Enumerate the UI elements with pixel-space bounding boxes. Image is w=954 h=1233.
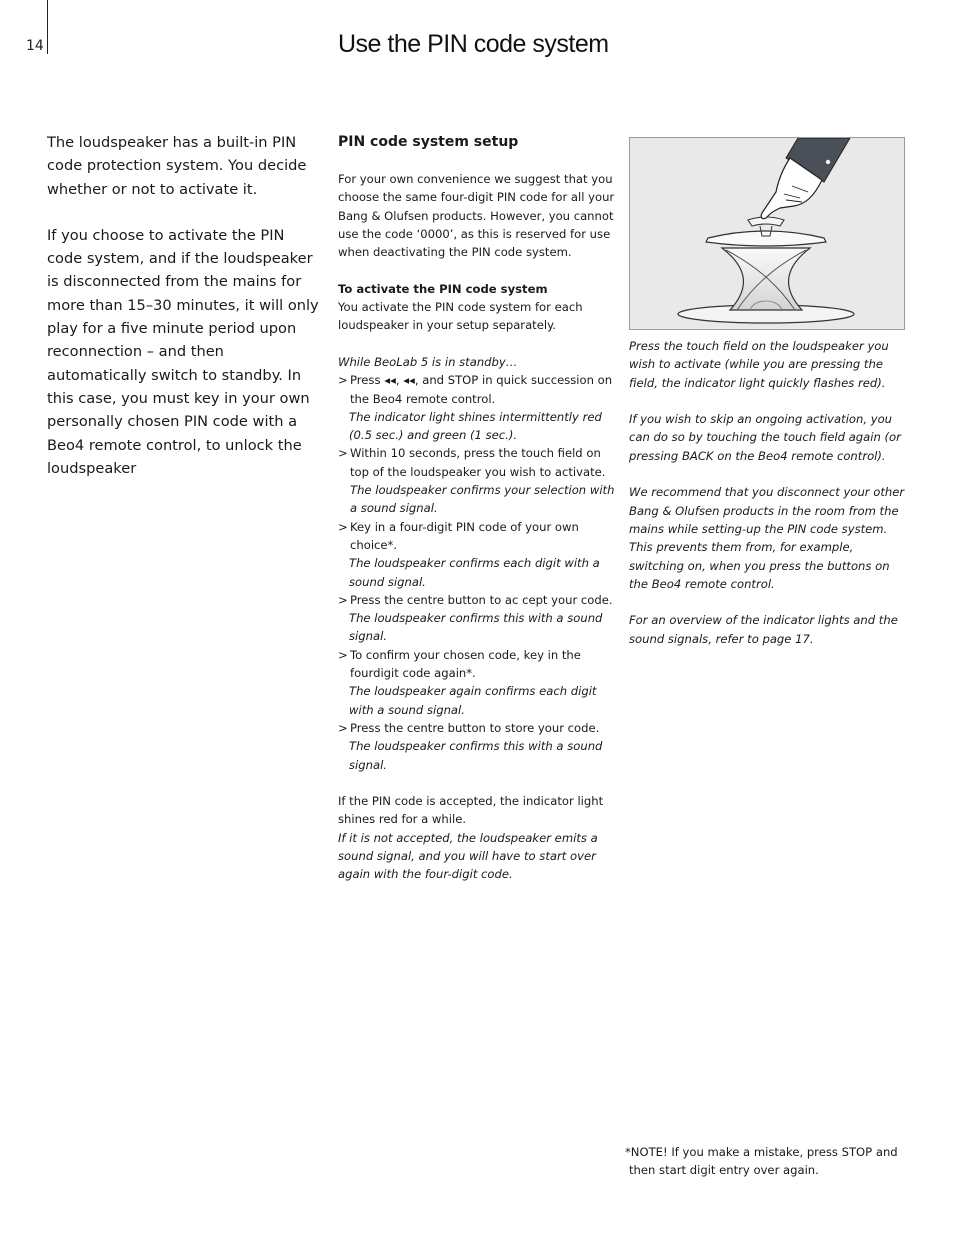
step-4: [338, 591, 616, 609]
activate-text: You activate the PIN code system for each loudspeaker in your setup separately.: [338, 300, 583, 333]
step-1: [338, 371, 616, 408]
rewind-icon: ◂◂: [384, 373, 396, 388]
step-5-text: To confirm your chosen code, key in the fourdigit code again*.: [350, 647, 581, 681]
step-1-press: Press: [350, 373, 381, 388]
not-accepted-text: If it is not accepted, the loudspeaker emits a sound signal, and you will have to start over again with the four-digit code.: [338, 830, 598, 882]
stop-key-label: STOP: [447, 373, 479, 388]
step-6-post: button to store your code.: [447, 720, 600, 735]
step-1-and: , and: [414, 373, 445, 388]
step-4-post: button to ac cept your code.: [447, 592, 613, 607]
intro-paragraph-1: The loudspeaker has a built-in PIN code protection system. You decide whether or not to activate it.: [47, 134, 307, 198]
skip-activation-note: If you wish to skip an ongoing activation, you can do so by touching the touch field again (or pressing BACK on the Beo4 remote control).: [629, 412, 901, 463]
accepted-text: If the PIN code is accepted, the indicator light shines red for a while.: [338, 794, 604, 827]
step-4-result: The loudspeaker confirms this with a sound signal.: [349, 611, 603, 644]
step-marker: >: [338, 446, 348, 461]
overview-reference: For an overview of the indicator lights and the sound signals, refer to page 17.: [629, 613, 898, 646]
step-6-result: The loudspeaker confirms this with a sound signal.: [349, 739, 603, 772]
step-3-result: The loudspeaker confirms each digit with a sound signal.: [349, 556, 600, 589]
step-5-result: The loudspeaker again confirms each digit with a sound signal.: [349, 684, 597, 717]
step-2-text: Within 10 seconds, press the touch field on top of the loudspeaker you wish to activate.: [350, 446, 606, 479]
footnote-line-1: *NOTE! If you make a mistake, press STOP and: [625, 1145, 898, 1159]
standby-label: While BeoLab 5 is in standby…: [338, 354, 518, 369]
centre-key-label: centre: [406, 720, 444, 735]
centre-key-label: centre: [406, 592, 444, 607]
footnote-line-2: then start digit entry over again.: [629, 1163, 819, 1178]
sidebar-column: [629, 337, 905, 648]
step-2: [338, 444, 616, 517]
intro-paragraph-2: If you choose to activate the PIN code system, and if the loudspeaker is disconnected from the mains for more than 15–30 minutes, it will only play for a five minute period upon reconnection – and then automatically switch to standby. In this case, you must key in your own personally chosen PIN code with a Beo4 remote control, to unlock the loudspeaker: [47, 226, 319, 477]
step-1-comma: ,: [395, 373, 400, 388]
page-margin-rule: [47, 0, 48, 54]
step-4-pre: Press the: [350, 592, 404, 607]
page-title: Use the PIN code system: [338, 30, 609, 58]
rewind-icon: ◂◂: [403, 373, 415, 388]
setup-column: [338, 132, 616, 884]
step-6: [338, 719, 616, 737]
step-1-result: The indicator light shines intermittently red (0.5 sec.) and green (1 sec.).: [349, 409, 602, 443]
step-1-text: in quick succession on the Beo4 remote control.: [350, 373, 613, 406]
figure-caption: Press the touch field on the loudspeaker you wish to activate (while you are pressing the field, the indicator light quickly flashes red).: [629, 339, 889, 390]
step-marker: >: [338, 519, 348, 534]
step-marker: >: [338, 592, 348, 607]
setup-intro: For your own convenience we suggest that you choose the same four-digit PIN code for all your Bang & Olufsen products. However, you cannot use the code ‘0000’, as this is reserved for use when deactivating the PIN code system.: [338, 172, 615, 260]
step-3-text: Key in a four-digit PIN code of your own choice*.: [350, 519, 579, 552]
step-5: [338, 646, 616, 683]
activate-heading: To activate the PIN code system: [338, 281, 548, 296]
disconnect-recommendation: We recommend that you disconnect your other Bang & Olufsen products in the room from the mains while setting-up the PIN code system. This prevents them from, for example, switching on, when you press the buttons on the Beo4 remote control.: [629, 485, 905, 591]
page-number: 14: [26, 38, 44, 54]
step-marker: >: [338, 647, 348, 662]
intro-column: [45, 131, 323, 503]
setup-heading: PIN code system setup: [338, 134, 519, 150]
step-marker: >: [338, 373, 348, 388]
speaker-lens: [706, 231, 826, 246]
step-2-result: The loudspeaker confirms your selection with a sound signal.: [350, 483, 615, 516]
step-marker: >: [338, 720, 348, 735]
footnote: [625, 1143, 901, 1180]
loudspeaker-touch-illustration: [629, 137, 905, 330]
step-6-pre: Press the: [350, 720, 404, 735]
step-3: [338, 518, 616, 555]
